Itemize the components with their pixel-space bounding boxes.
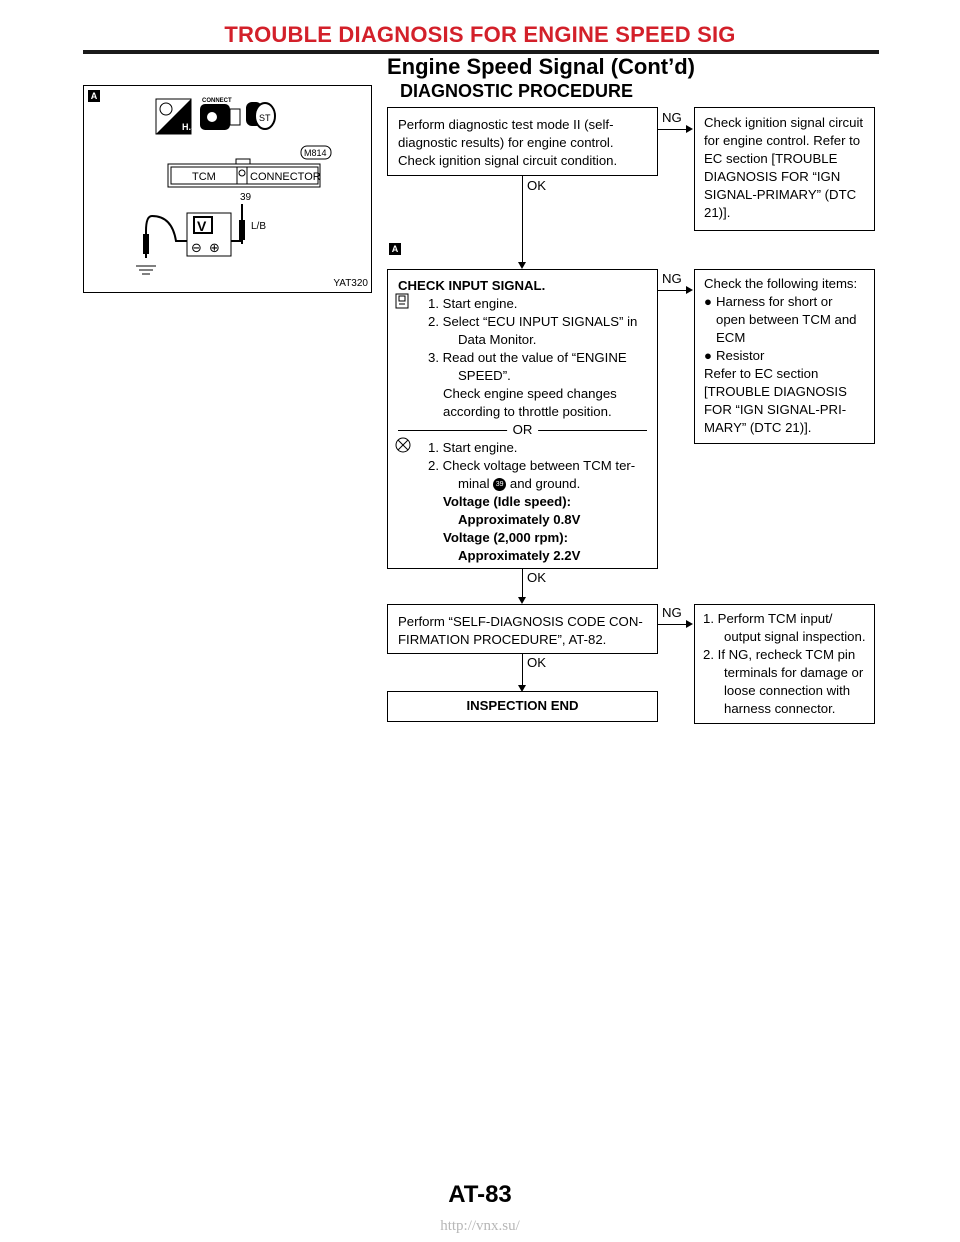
voltage-2000-value: Approximately 2.2V: [458, 548, 581, 563]
ng-action-line: 1. Perform TCM input/: [703, 611, 833, 626]
hs-label: H.S.: [182, 122, 200, 132]
ng-action-line: Refer to EC section: [704, 366, 819, 381]
step1-box: [387, 107, 658, 176]
step2-marker-a: A: [389, 243, 401, 255]
step3-ng-arrow: [686, 620, 693, 628]
step2-line: 2. Select “ECU INPUT SIGNALS” in: [428, 314, 638, 329]
step1-line: Check ignition signal circuit condition.: [398, 153, 618, 168]
section-title: Engine Speed Signal (Cont’d): [387, 54, 695, 79]
ng-action-line: Check ignition signal circuit: [704, 115, 864, 130]
step2-line: [398, 475, 657, 493]
step2-title: CHECK INPUT SIGNAL.: [398, 278, 546, 293]
multimeter-icon: [395, 437, 411, 453]
consult-icon: [395, 293, 409, 309]
step3-ng-label: NG: [662, 605, 682, 620]
connector-icon: [200, 104, 240, 130]
terminal-39-icon: 39: [493, 478, 506, 491]
step2-line: according to throttle position.: [443, 404, 612, 419]
ng-action-line: 2. If NG, recheck TCM pin: [703, 647, 856, 662]
tcm-connector-diagram: [84, 86, 371, 292]
ng-action-text: Harness for short or: [716, 294, 833, 309]
ng-action-line: Check the following items:: [704, 276, 858, 291]
step1-ng-connector: [658, 129, 688, 130]
page-number: AT-83: [448, 1181, 512, 1208]
voltage-idle-label: Voltage (Idle speed):: [443, 494, 571, 509]
step2-ok-label: OK: [527, 570, 547, 585]
step2-line: 1. Start engine.: [428, 296, 518, 311]
connect-label: CONNECT: [202, 98, 232, 104]
ng-action-line: SIGNAL-PRIMARY” (DTC: [704, 187, 857, 202]
step3-ng-connector: [658, 624, 688, 625]
step3-ng-action-box: [694, 604, 875, 724]
connector-label: CONNECTOR: [250, 171, 321, 183]
step2-ng-connector: [658, 290, 688, 291]
voltage-2000-label: Voltage (2,000 rpm):: [443, 530, 569, 545]
step2-line: 1. Start engine.: [428, 440, 518, 455]
or-label: OR: [507, 421, 539, 439]
step2-ng-label: NG: [662, 271, 682, 286]
step2-line-text: minal: [458, 476, 490, 491]
step2-line: Check engine speed changes: [443, 386, 617, 401]
step2-line: 3. Read out the value of “ENGINE: [428, 350, 627, 365]
ng-action-line: 21)].: [704, 205, 731, 220]
ng-action-line: terminals for damage or: [724, 665, 864, 680]
step1-ng-action-box: [694, 107, 875, 231]
step1-ok-arrow: [518, 262, 526, 269]
ng-action-line: ECM: [716, 330, 746, 345]
figure-id: YAT320: [333, 278, 368, 289]
connector-code: M814: [304, 148, 327, 158]
wiring-figure: [83, 85, 372, 293]
step3-line: FIRMATION PROCEDURE”, AT-82.: [398, 632, 607, 647]
meter-label: V: [197, 218, 207, 234]
inspection-end-box: INSPECTION END: [387, 691, 658, 722]
step1-ng-arrow: [686, 125, 693, 133]
step2-line: SPEED”.: [458, 368, 511, 383]
ng-action-line: DIAGNOSIS FOR “IGN: [704, 169, 841, 184]
ng-action-line: open between TCM and: [716, 312, 857, 327]
page-header-title: TROUBLE DIAGNOSIS FOR ENGINE SPEED SIG: [224, 22, 736, 47]
step2-line: Data Monitor.: [458, 332, 537, 347]
step2-ng-arrow: [686, 286, 693, 294]
step3-line: Perform “SELF-DIAGNOSIS CODE CON-: [398, 614, 643, 629]
footer-link[interactable]: http://vnx.su/: [440, 1218, 520, 1234]
step3-box: [387, 604, 658, 654]
figure-marker-a: A: [88, 90, 100, 102]
ng-action-line: [TROUBLE DIAGNOSIS: [704, 384, 847, 399]
ng-action-line: output signal inspection.: [724, 629, 866, 644]
tcm-label: TCM: [192, 171, 216, 183]
step2-line-text: and ground.: [509, 476, 581, 491]
step1-line: diagnostic results) for engine control.: [398, 135, 614, 150]
voltage-idle-value: Approximately 0.8V: [458, 512, 581, 527]
ng-action-line: MARY” (DTC 21)].: [704, 420, 812, 435]
wire-color: L/B: [251, 221, 267, 232]
bullet-icon: ●: [704, 348, 712, 363]
or-divider: [398, 421, 647, 439]
ng-action-line: loose connection with: [724, 683, 851, 698]
step1-ok-label: OK: [527, 178, 547, 193]
step1-line: Perform diagnostic test mode II (self-: [398, 117, 614, 132]
step2-line: 2. Check voltage between TCM ter-: [428, 458, 636, 473]
ng-action-line: EC section [TROUBLE: [704, 151, 838, 166]
meter-minus: ⊖: [191, 241, 202, 256]
ng-action-line: [704, 293, 874, 311]
step1-ok-connector: [522, 176, 523, 267]
ng-action-line: for engine control. Refer to: [704, 133, 861, 148]
procedure-title: DIAGNOSTIC PROCEDURE: [400, 81, 634, 101]
step1-ng-label: NG: [662, 110, 682, 125]
ng-action-line: FOR “IGN SIGNAL-PRI-: [704, 402, 847, 417]
step3-ok-label: OK: [527, 655, 547, 670]
ng-action-line: [704, 347, 874, 365]
ng-action-text: Resistor: [716, 348, 765, 363]
step2-box: [387, 269, 658, 569]
st-label: ST: [259, 113, 271, 123]
ng-action-line: harness connector.: [724, 701, 836, 716]
bullet-icon: ●: [704, 294, 712, 309]
step2-ok-arrow: [518, 597, 526, 604]
meter-plus: ⊕: [209, 241, 220, 256]
terminal-number: 39: [240, 192, 252, 203]
step2-ng-action-box: [694, 269, 875, 444]
